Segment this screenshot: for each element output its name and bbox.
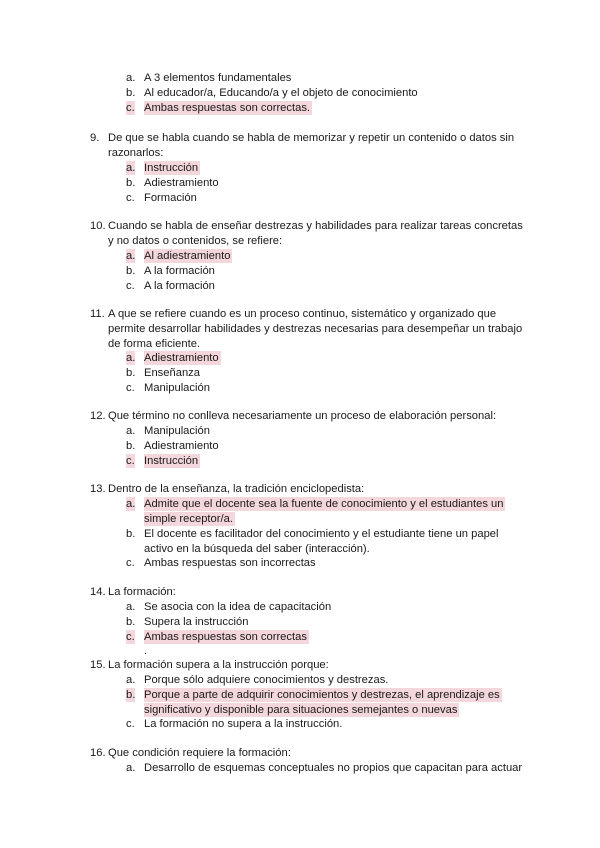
option-letter: b.: [126, 265, 136, 277]
option-letter: a.: [126, 762, 136, 774]
option-text: Porque sólo adquiere conocimientos y destrezas.: [144, 674, 389, 686]
option-text: Manipulación: [144, 425, 210, 437]
question-number: 13.: [90, 483, 106, 495]
option-letter: b.: [126, 440, 136, 452]
question-text: A que se refiere cuando es un proceso continuo, sistemático y organizado que: [108, 308, 497, 320]
option-letter: a.: [126, 498, 136, 510]
option-text: Desarrollo de esquemas conceptuales no propios que capacitan para actuar: [144, 762, 523, 774]
question-number: 10.: [90, 220, 106, 232]
option-text: La formación no supera a la instrucción.: [144, 718, 343, 730]
option-letter: a.: [126, 162, 136, 174]
option-text: A la formación: [144, 265, 215, 277]
option-text-highlighted: Al adiestramiento: [144, 250, 231, 262]
question-number: 12.: [90, 410, 106, 422]
option-text: Adiestramiento: [144, 440, 219, 452]
option-letter: a.: [126, 72, 136, 84]
option-text-highlighted: significativo y disponible para situaciones semejantes o nuevas: [144, 704, 458, 716]
option-letter: a.: [126, 250, 136, 262]
option-letter: a.: [126, 352, 136, 364]
question-text: permite desarrollar habilidades y destrezas necesarias para desempeñar un trabajo: [108, 323, 523, 335]
option-text-highlighted: Ambas respuestas son correctas.: [144, 102, 311, 114]
option-letter: a.: [126, 674, 136, 686]
option-letter: c.: [126, 102, 135, 114]
option-text-highlighted: Admite que el docente sea la fuente de conocimiento y el estudiantes un: [144, 498, 504, 510]
option-letter: c.: [126, 192, 135, 204]
option-text-highlighted: Adiestramiento: [144, 352, 219, 364]
option-text: Formación: [144, 192, 197, 204]
question-number: 15.: [90, 659, 106, 671]
question-text: Que término no conlleva necesariamente un proceso de elaboración personal:: [108, 410, 497, 422]
option-text-highlighted: Porque a parte de adquirir conocimientos y destrezas, el aprendizaje es: [144, 689, 500, 701]
option-text: Al educador/a, Educando/a y el objeto de conocimiento: [144, 87, 418, 99]
option-letter: b.: [126, 616, 136, 628]
question-number: 11.: [90, 308, 105, 320]
option-letter: c.: [126, 382, 135, 394]
option-text: Supera la instrucción: [144, 616, 249, 628]
option-text: A 3 elementos fundamentales: [144, 72, 292, 84]
option-letter: c.: [126, 280, 135, 292]
option-letter: a.: [126, 601, 136, 613]
question-text: Dentro de la enseñanza, la tradición enciclopedista:: [108, 483, 365, 495]
option-letter: b.: [126, 528, 136, 540]
option-text: Ambas respuestas son incorrectas: [144, 557, 316, 569]
option-text-highlighted: Instrucción: [144, 455, 199, 467]
question-text: La formación supera a la instrucción porque:: [108, 659, 329, 671]
option-text: Enseñanza: [144, 367, 200, 379]
option-letter: b.: [126, 87, 136, 99]
option-text-highlighted: simple receptor/a.: [144, 513, 233, 525]
question-text: de forma eficiente.: [108, 338, 201, 350]
question-text: y no datos o contenidos, se refiere:: [108, 235, 283, 247]
question-text: razonarlos:: [108, 147, 164, 159]
option-letter: b.: [126, 689, 136, 701]
option-letter: c.: [126, 455, 135, 467]
question-text: De que se habla cuando se habla de memorizar y repetir un contenido o datos sin: [108, 132, 515, 144]
option-letter: c.: [126, 631, 135, 643]
option-text: Adiestramiento: [144, 177, 219, 189]
option-letter: b.: [126, 177, 136, 189]
option-text: A la formación: [144, 280, 215, 292]
question-number: 9.: [90, 132, 100, 144]
option-text: activo en la búsqueda del saber (interacción).: [144, 543, 370, 555]
option-letter: c.: [126, 718, 135, 730]
option-text: Manipulación: [144, 382, 210, 394]
option-letter: c.: [126, 557, 135, 569]
option-text: Se asocia con la idea de capacitación: [144, 601, 332, 613]
option-text-highlighted: Ambas respuestas son correctas: [144, 631, 307, 643]
question-number: 16.: [90, 747, 106, 759]
option-letter: b.: [126, 367, 136, 379]
question-text: Que condición requiere la formación:: [108, 747, 291, 759]
question-number: 14.: [90, 586, 106, 598]
option-text: El docente es facilitador del conocimiento y el estudiante tiene un papel: [144, 528, 499, 540]
question-text: La formación:: [108, 586, 176, 598]
option-letter: a.: [126, 425, 136, 437]
option-text-highlighted: Instrucción: [144, 162, 199, 174]
question-text: Cuando se habla de enseñar destrezas y habilidades para realizar tareas concretas: [108, 220, 523, 232]
trailing-dot: .: [144, 645, 148, 657]
